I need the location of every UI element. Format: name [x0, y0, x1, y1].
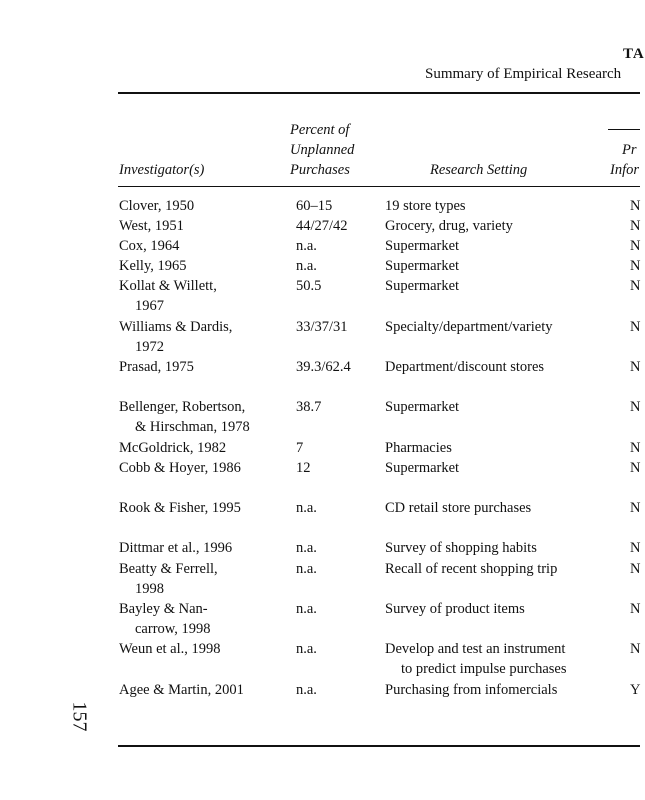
setting-line1: Recall of recent shopping trip: [385, 561, 558, 577]
row-percent: n.a.: [296, 641, 317, 657]
row-next-column: N: [630, 641, 641, 657]
investigator-line1: Agee & Martin, 2001: [119, 682, 244, 698]
row-setting: [385, 196, 466, 216]
setting-line1: Grocery, drug, variety: [385, 218, 513, 234]
investigator-line1: McGoldrick, 1982: [119, 440, 227, 456]
header-subrule: [608, 129, 640, 130]
row-investigator: [119, 216, 284, 236]
row-setting: [385, 256, 459, 276]
row-investigator: [119, 559, 284, 599]
investigator-line1: Dittmar et al., 1996: [119, 540, 233, 556]
table-caption: Summary of Empirical Research: [425, 66, 622, 82]
setting-line1: Supermarket: [385, 238, 460, 254]
table-label: TA: [623, 46, 645, 62]
row-investigator: [119, 397, 284, 437]
row-next-column: N: [630, 319, 641, 335]
investigator-line1: Kelly, 1965: [119, 258, 187, 274]
row-next-column: N: [630, 601, 641, 617]
row-next-column: N: [630, 460, 641, 476]
header-percent: [290, 120, 354, 180]
investigator-line2: 1967: [135, 298, 164, 314]
header-setting: Research Setting: [430, 162, 528, 178]
row-next-column: N: [630, 258, 641, 274]
row-percent: n.a.: [296, 258, 317, 274]
row-setting: [385, 599, 525, 619]
setting-line1: Supermarket: [385, 278, 460, 294]
setting-line2: to predict impulse purchases: [401, 661, 567, 677]
header-next-line2: Infor: [610, 162, 639, 178]
setting-line1: Department/discount stores: [385, 359, 545, 375]
row-percent: n.a.: [296, 682, 317, 698]
investigator-line1: Beatty & Ferrell,: [119, 561, 218, 577]
row-setting: [385, 639, 567, 679]
row-investigator: [119, 599, 284, 639]
header-percent-line3: Purchases: [290, 162, 350, 178]
header-investigator: Investigator(s): [119, 162, 205, 178]
setting-line1: Purchasing from infomercials: [385, 682, 558, 698]
row-investigator: [119, 680, 284, 700]
row-setting: [385, 538, 537, 558]
setting-line1: Specialty/department/variety: [385, 319, 553, 335]
setting-line1: Supermarket: [385, 460, 460, 476]
investigator-line1: Cobb & Hoyer, 1986: [119, 460, 241, 476]
top-rule: [118, 92, 640, 94]
row-investigator: [119, 256, 284, 276]
row-setting: [385, 236, 459, 256]
row-next-column: N: [630, 218, 641, 234]
investigator-line2: carrow, 1998: [135, 621, 211, 637]
row-next-column: Y: [630, 682, 641, 698]
row-setting: [385, 680, 557, 700]
row-next-column: N: [630, 359, 641, 375]
header-percent-line2: Unplanned: [290, 142, 355, 158]
header-next-line1: Pr: [622, 142, 637, 158]
setting-line1: Develop and test an instrument: [385, 641, 566, 657]
row-next-column: N: [630, 561, 641, 577]
row-investigator: [119, 317, 284, 357]
investigator-line1: Kollat & Willett,: [119, 278, 217, 294]
row-investigator: [119, 538, 284, 558]
investigator-line2: 1972: [135, 339, 164, 355]
row-percent: 60–15: [296, 198, 333, 214]
setting-line1: Survey of product items: [385, 601, 525, 617]
investigator-line1: Cox, 1964: [119, 238, 180, 254]
row-investigator: [119, 438, 284, 458]
bottom-rule: [118, 745, 640, 747]
setting-line1: Pharmacies: [385, 440, 452, 456]
row-percent: 44/27/42: [296, 218, 348, 234]
investigator-line1: Rook & Fisher, 1995: [119, 500, 241, 516]
setting-line1: 19 store types: [385, 198, 466, 214]
investigator-line1: Williams & Dardis,: [119, 319, 233, 335]
row-next-column: N: [630, 500, 641, 516]
row-percent: n.a.: [296, 540, 317, 556]
row-percent: 7: [296, 440, 304, 456]
investigator-line1: Weun et al., 1998: [119, 641, 221, 657]
row-investigator: [119, 458, 284, 478]
setting-line1: Survey of shopping habits: [385, 540, 537, 556]
row-percent: 12: [296, 460, 311, 476]
investigator-line2: 1998: [135, 581, 164, 597]
row-next-column: N: [630, 198, 641, 214]
investigator-line1: Clover, 1950: [119, 198, 195, 214]
row-percent: 38.7: [296, 399, 322, 415]
row-setting: [385, 357, 544, 377]
row-next-column: N: [630, 278, 641, 294]
row-next-column: N: [630, 440, 641, 456]
row-next-column: N: [630, 540, 641, 556]
row-percent: n.a.: [296, 601, 317, 617]
investigator-line1: Bellenger, Robertson,: [119, 399, 246, 415]
investigator-line2: & Hirschman, 1978: [135, 419, 250, 435]
header-percent-line1: Percent of: [290, 122, 350, 138]
row-investigator: [119, 498, 284, 518]
row-percent: 39.3/62.4: [296, 359, 351, 375]
row-setting: [385, 397, 459, 417]
row-percent: 50.5: [296, 278, 322, 294]
row-percent: n.a.: [296, 500, 317, 516]
investigator-line1: West, 1951: [119, 218, 184, 234]
row-investigator: [119, 639, 284, 659]
row-next-column: N: [630, 238, 641, 254]
row-setting: [385, 317, 553, 337]
row-setting: [385, 216, 513, 236]
row-investigator: [119, 276, 284, 316]
investigator-line1: Bayley & Nan-: [119, 601, 208, 617]
row-investigator: [119, 357, 284, 377]
row-investigator: [119, 196, 284, 216]
header-next: [610, 140, 639, 180]
row-investigator: [119, 236, 284, 256]
row-percent: n.a.: [296, 561, 317, 577]
row-percent: 33/37/31: [296, 319, 348, 335]
header-rule: [118, 186, 640, 187]
row-next-column: N: [630, 399, 641, 415]
setting-line1: Supermarket: [385, 399, 460, 415]
row-setting: [385, 498, 531, 518]
row-setting: [385, 559, 557, 579]
page-number: 157: [68, 701, 91, 732]
investigator-line1: Prasad, 1975: [119, 359, 194, 375]
setting-line1: CD retail store purchases: [385, 500, 532, 516]
row-percent: n.a.: [296, 238, 317, 254]
setting-line1: Supermarket: [385, 258, 460, 274]
row-setting: [385, 458, 459, 478]
row-setting: [385, 276, 459, 296]
row-setting: [385, 438, 452, 458]
